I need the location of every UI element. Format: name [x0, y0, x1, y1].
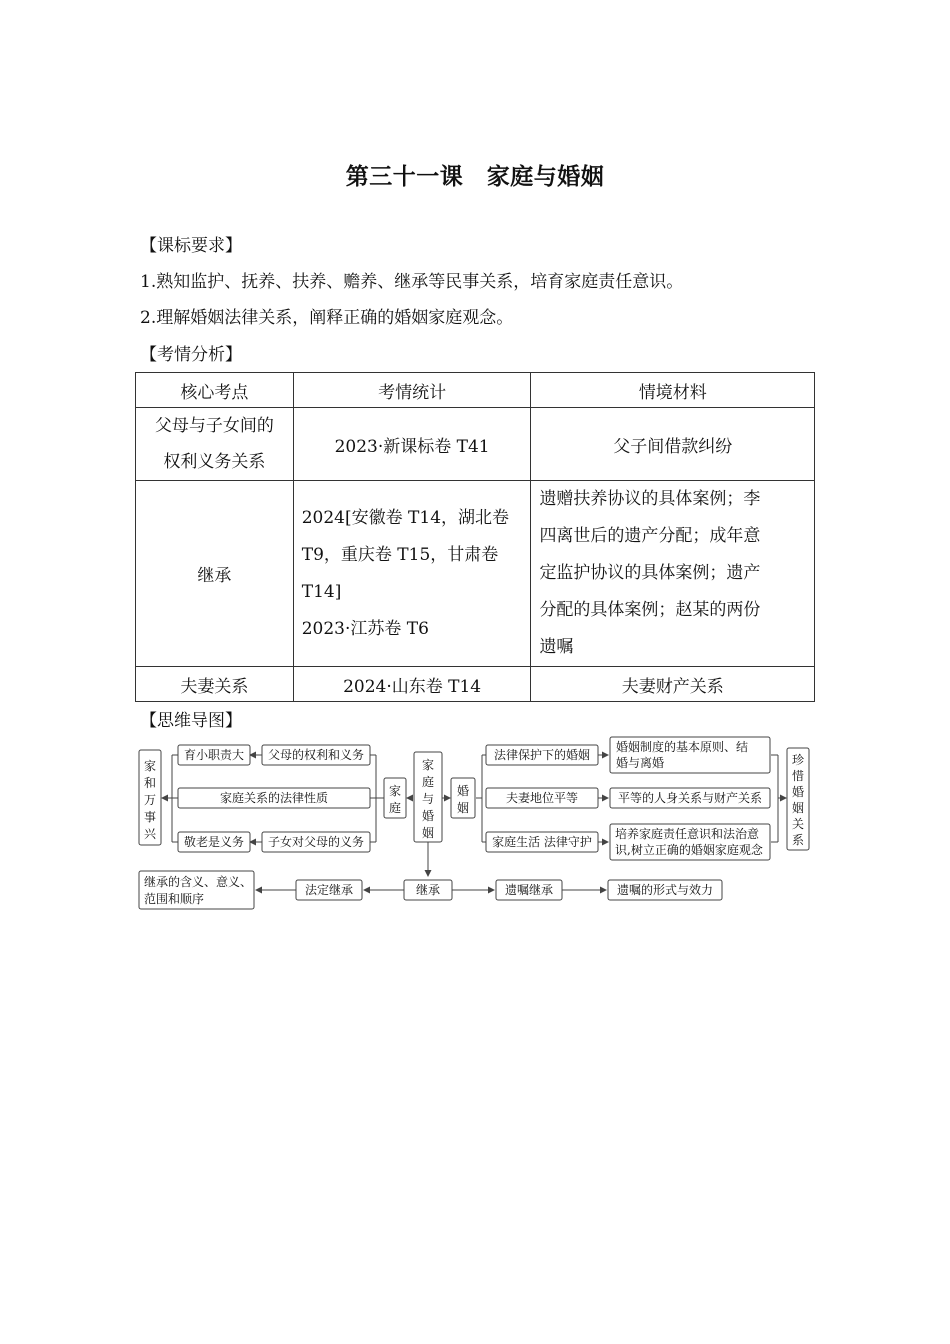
center-char: 婚 — [421, 809, 435, 823]
row2-stats-line3: T14] — [301, 581, 342, 602]
right-root-char: 姻 — [791, 801, 805, 815]
right-root-char: 关 — [791, 817, 805, 831]
right-root-char: 系 — [791, 833, 805, 847]
row2-material-line1: 遗赠扶养协议的具体案例；李 — [539, 489, 761, 509]
text-cultivate-2: 识,树立正确的婚姻家庭观念 — [615, 843, 763, 857]
text-jing-lao: 敬老是义务 — [183, 835, 245, 849]
right-root-char: 惜 — [791, 769, 805, 783]
mindmap-heading: 【思维导图】 — [140, 711, 242, 731]
row2-stats-line2: T9，重庆卷 T15，甘肃卷 — [301, 544, 499, 565]
text-inheritance-meaning-1: 继承的含义、意义、 — [144, 875, 253, 889]
center-char: 庭 — [421, 775, 435, 789]
row3-stats: 2024·山东卷 T14 — [293, 667, 531, 702]
text-children-duties: 子女对父母的义务 — [267, 835, 365, 849]
right-root-char: 婚 — [791, 785, 805, 799]
row2-topic: 继承 — [136, 481, 294, 667]
row2-material-line5: 遗嘱 — [539, 637, 574, 657]
left-root-char: 和 — [143, 776, 157, 790]
row1-material: 父子间借款纠纷 — [531, 408, 815, 481]
row2-stats-line4: 2023·江苏卷 T6 — [301, 618, 429, 639]
left-root-char: 兴 — [143, 827, 157, 841]
row2-material-line2: 四离世后的遗产分配；成年意 — [539, 526, 761, 546]
text-family-life: 家庭生活 法律守护 — [492, 835, 592, 849]
header-stats: 考情统计 — [293, 373, 531, 408]
text-will-inheritance: 遗嘱继承 — [504, 883, 554, 897]
row1-topic-line2: 权利义务关系 — [163, 452, 266, 472]
analysis-heading: 【考情分析】 — [140, 345, 242, 365]
text-legal-inheritance: 法定继承 — [304, 883, 354, 897]
row2-material-line3: 定监护协议的具体案例；遗产 — [539, 563, 761, 583]
header-material: 情境材料 — [531, 373, 815, 408]
text-parents-rights: 父母的权利和义务 — [267, 748, 365, 762]
right-root-char: 珍 — [791, 753, 805, 767]
row3-topic: 夫妻关系 — [136, 667, 294, 702]
header-topic: 核心考点 — [136, 373, 294, 408]
family-char: 庭 — [388, 801, 402, 815]
text-will-form: 遗嘱的形式与效力 — [616, 883, 714, 897]
family-char: 家 — [388, 784, 402, 798]
text-marriage-principles-1: 婚姻制度的基本原则、结 — [616, 740, 749, 754]
text-inheritance-meaning-2: 范围和顺序 — [144, 892, 205, 906]
left-root-char: 家 — [143, 759, 157, 773]
text-legal-protection: 法律保护下的婚姻 — [493, 748, 591, 762]
center-char: 姻 — [421, 826, 435, 840]
text-inheritance: 继承 — [415, 883, 441, 897]
center-char: 家 — [421, 758, 435, 772]
row1-stats: 2023·新课标卷 T41 — [293, 408, 531, 481]
marriage-char: 婚 — [456, 784, 470, 798]
text-equal-relations: 平等的人身关系与财产关系 — [617, 791, 763, 805]
marriage-char: 姻 — [456, 801, 470, 815]
center-char: 与 — [421, 792, 435, 806]
requirement-item-1: 1.熟知监护、抚养、扶养、赡养、继承等民事关系，培育家庭责任意识。 — [140, 272, 684, 292]
text-marriage-principles-2: 婚与离婚 — [616, 756, 665, 770]
row3-material: 夫妻财产关系 — [531, 667, 815, 702]
page-title: 第三十一课 家庭与婚姻 — [345, 163, 605, 190]
text-spouse-equal: 夫妻地位平等 — [505, 791, 579, 805]
row2-stats-line1: 2024[安徽卷 T14，湖北卷 — [301, 507, 510, 528]
text-yu-xiao: 育小职责大 — [183, 748, 245, 762]
requirement-item-2: 2.理解婚姻法律关系，阐释正确的婚姻家庭观念。 — [140, 308, 514, 328]
text-cultivate-1: 培养家庭责任意识和法治意 — [615, 827, 760, 841]
row2-material-line4: 分配的具体案例；赵某的两份 — [539, 600, 761, 620]
requirements-heading: 【课标要求】 — [140, 236, 242, 256]
row1-topic-line1: 父母与子女间的 — [154, 416, 274, 436]
left-root-char: 万 — [143, 793, 157, 807]
text-family-nature: 家庭关系的法律性质 — [219, 791, 329, 805]
left-root-char: 事 — [143, 810, 157, 824]
